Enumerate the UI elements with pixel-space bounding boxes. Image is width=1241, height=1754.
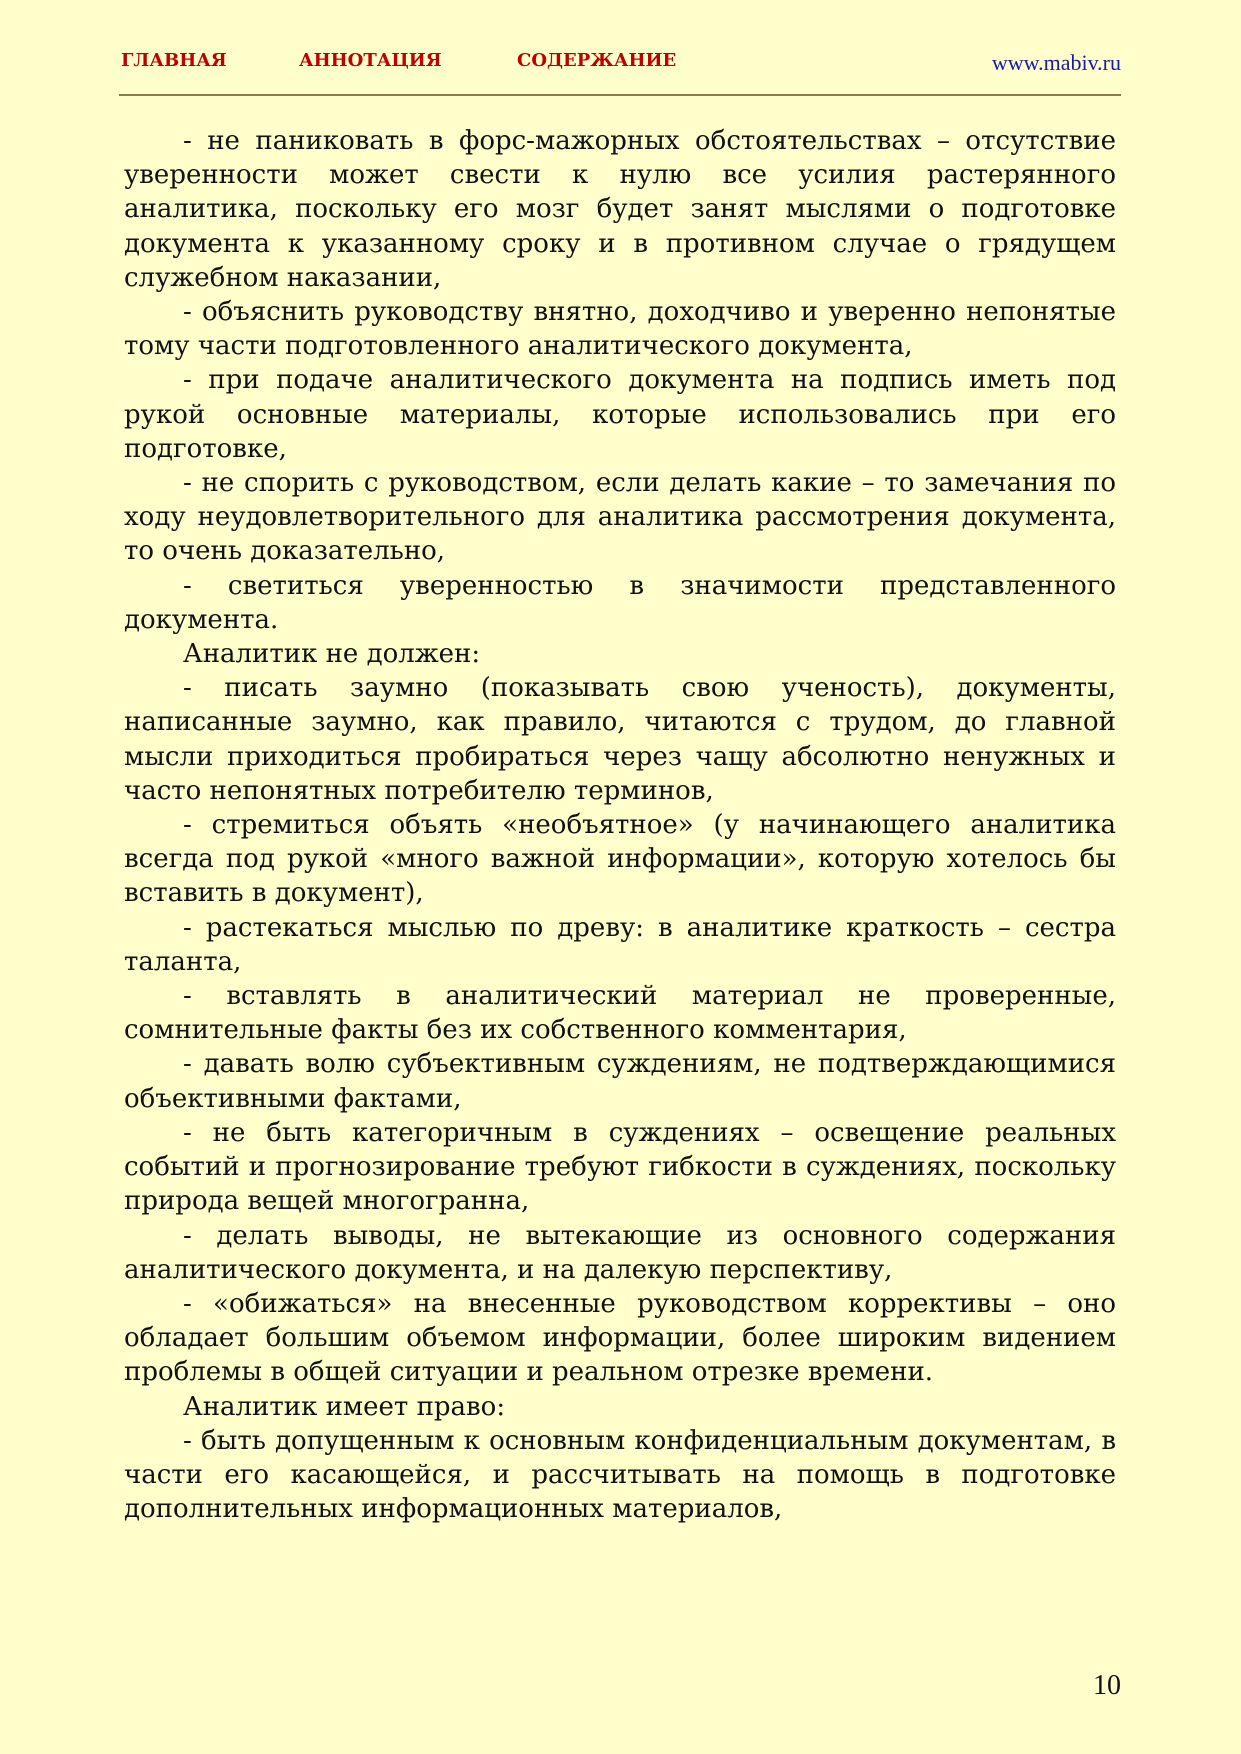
- paragraph: - при подаче аналитического документа на подпись иметь под рукой основные материалы, которые использовались при его подготовке,: [124, 365, 1116, 464]
- paragraph: - «обижаться» на внесенные руководством коррективы – оно обладает большим объемом информации, более широким видением проблемы в общей ситуации и реальном отрезке времени.: [124, 1288, 1116, 1388]
- paragraph: - делать выводы, не вытекающие из основного содержания аналитического документа, и на далекую перспективу,: [124, 1220, 1116, 1285]
- paragraph: - не паниковать в форс-мажорных обстоятельствах – отсутствие уверенности может свести к нулю все усилия растерянного аналитика, поскольку его мозг будет занят мыслями о подготовке документа к указанному сроку и в противном случае о грядущем служебном наказании,: [124, 126, 1116, 293]
- paragraph: - быть допущенным к основным конфиденциальным документам, в части его касающейся, и рассчитывать на помощь в подготовке дополнительных информационных материалов,: [124, 1425, 1116, 1525]
- paragraph: - светиться уверенностью в значимости представленного документа.: [124, 570, 1116, 635]
- paragraph: - объяснить руководству внятно, доходчиво и уверенно непонятые тому части подготовленного аналитического документа,: [124, 297, 1116, 362]
- paragraph: - давать волю субъективным суждениям, не подтверждающимися объективными фактами,: [124, 1049, 1116, 1114]
- page-body: [124, 124, 1116, 1526]
- paragraph: - растекаться мыслью по древу: в аналитике краткость – сестра таланта,: [124, 912, 1116, 977]
- nav-link-main[interactable]: ГЛАВНАЯ: [121, 50, 227, 71]
- nav-link-contents[interactable]: СОДЕРЖАНИЕ: [517, 50, 677, 71]
- top-navigation: [121, 50, 1121, 80]
- section-heading: Аналитик имеет право:: [183, 1391, 506, 1422]
- section-heading: Аналитик не должен:: [183, 639, 481, 670]
- paragraph: - не спорить с руководством, если делать какие – то замечания по ходу неудовлетворительного для аналитика рассмотрения документа, то очень доказательно,: [124, 468, 1116, 567]
- nav-link-annotation[interactable]: АННОТАЦИЯ: [299, 50, 442, 71]
- page-number: 10: [1093, 1670, 1121, 1701]
- site-link[interactable]: www.mabiv.ru: [991, 50, 1121, 75]
- paragraph: - писать заумно (показывать свою ученость), документы, написанные заумно, как правило, читаются с трудом, до главной мысли приходиться пробираться через чащу абсолютно ненужных и часто непонятных потребителю терминов,: [124, 673, 1116, 806]
- paragraph: - вставлять в аналитический материал не проверенные, сомнительные факты без их собственного комментария,: [124, 981, 1116, 1046]
- header-divider: [119, 94, 1121, 96]
- paragraph: - не быть категоричным в суждениях – освещение реальных событий и прогнозирование требуют гибкости в суждениях, поскольку природа вещей многогранна,: [124, 1117, 1116, 1217]
- paragraph: - стремиться объять «необъятное» (у начинающего аналитика всегда под рукой «много важной информации», которую хотелось бы вставить в документ),: [124, 810, 1116, 909]
